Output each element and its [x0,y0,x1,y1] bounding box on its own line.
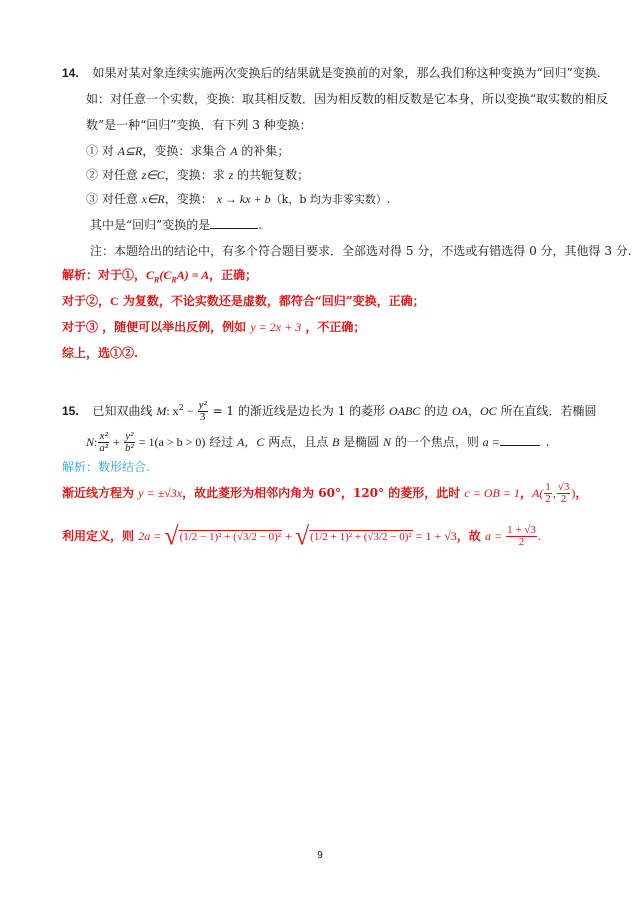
q15-solution-1 [62,458,150,476]
q15-l2-f: N [383,435,392,449]
q14-sol2-set: C [110,294,119,308]
q15-l1-frac-d: 3 [199,411,206,423]
q14-number: 14. [62,66,79,80]
q14-line2 [86,90,608,108]
q15-l2-b: A，C [237,435,265,449]
q15-sol3-radicand-1: (1/2 − 1)² + (√3/2 − 0)² [179,531,282,543]
radical-sign-2: √ [294,521,310,551]
q14-item3 [86,190,390,209]
q15-l1-d: = 1 的渐近线是边长为 1 的菱形 [208,404,389,418]
q15-sol2-frac2-d: 2 [560,493,567,505]
q15-sol2-b: ，故此菱形为相邻内角为 60°，120° 的菱形，此时 [182,486,465,500]
q14-solution-1 [62,266,257,289]
q14-note [90,242,632,260]
q15-sol2-frac1-d: 2 [545,493,551,505]
q15-sol2-a: 渐近线方程为 [62,486,139,500]
q15-l1-b: : x [166,404,179,418]
q15-l1-a: 已知双曲线 [92,404,157,418]
q14-sol1-suffix: ，正确； [209,268,258,282]
q15-sol3-end: . [537,529,541,543]
q15-l2-plus: + [110,435,123,449]
q15-sol3-math: 2a = [138,529,165,543]
q14-ask-end: . [258,218,263,232]
q15-l2-eq: = 1(a > b > 0) [135,435,206,449]
q15-sol2-frac2 [557,482,571,505]
q14-sol3-prefix: 对于③ ，随便可以举出反例，例如 [62,320,251,334]
q15-l2-frac2-d: b² [124,442,134,454]
q15-sol2-close: ) [571,486,576,500]
q15-l1-h: ， [467,404,480,418]
q14-text-2: 如：对任意一个实数，变换：取其相反数．因为相反数的相反数是它本身，所以变换“取实数的相反 [86,92,609,106]
q15-l1-frac [198,400,208,423]
q15-l2-frac2-n: y² [125,430,134,442]
q15-l2-d: B [332,435,340,449]
q15-sol2-comma: , [552,486,556,500]
q14-line1 [62,64,601,82]
q15-sol3-plus: + [282,529,295,543]
q15-sol2-math3: A( [531,486,544,500]
q14-item1-math: A⊆R [117,144,143,158]
radical-sign-1: √ [164,521,179,551]
q15-l1-i: OC [479,404,497,418]
q14-item2-prefix: ② 对任意 [86,168,142,182]
q14-sol1-math3: A) = A [176,268,210,282]
q14-item2-var: z [228,168,234,182]
q14-note-text: 注：本题给出的结论中，有多个符合题目要求．全部选对得 5 分，不选或有错选得 0 分，其他得 3 分. [90,244,632,258]
q14-text-1: 如果对某对象连续实施两次变换后的结果就是变换前的对象，那么我们称这种变换为“回归”变换. [92,66,601,80]
page-number: 9 [317,850,323,861]
q15-sol2-frac2-n: √3 [557,481,570,493]
q15-sol3-eq: = 1 + √3 [412,529,457,543]
q14-item1-prefix: ① 对 [86,144,118,158]
q15-l2-c: 两点，且点 [264,435,333,449]
q14-sol1-prefix: 解析：对于①， [62,268,147,282]
q14-item2-mid: ，变换：求 [164,168,229,182]
q14-ask [90,216,262,234]
q14-item1 [86,142,289,160]
q14-item1-mid: ，变换：求集合 [142,144,231,158]
q14-item2 [86,166,309,184]
q15-l1-e: OABC [388,404,421,418]
q14-item3-suffix: （k，b 均为非零实数）. [270,193,391,206]
q15-sol2-math: y = ±√3x [138,486,183,500]
q15-l2-end: . [545,435,550,449]
q14-text-3: 数”是一种“回归”变换．有下列 3 种变换： [86,118,312,132]
q15-l2-frac1-d: a² [99,442,109,454]
answer-blank-2 [500,433,540,446]
q14-line3 [86,116,312,134]
q15-sol1-text: 解析：数形结合. [62,460,150,474]
q14-item3-prefix: ③ 对任意 [86,192,142,206]
q14-sol3-suffix: ，不正确； [301,320,366,334]
q14-sol1-math: C [146,268,155,282]
q14-item2-math: z∈C [141,168,165,182]
q15-l2-frac1 [98,431,109,454]
q14-sol1-math2: (C [159,268,172,282]
q15-sol3-frac-n: 1 + √3 [507,524,536,536]
q14-sol2-text: 为复数，不论实数还是虚数，都符合“回归”变换，正确； [118,294,425,308]
q15-line1: 15. 已知双曲线 M: $x^2$ − $\frac{\text{y²}}{3}$ = 1 的渐近线是边长为 1 的菱形 OABC 的边 OA，OC 所在直线．若椭圆 [62,399,597,423]
q15-sol3-frac [506,525,537,548]
q14-sol3-math: y = 2x + 3 [250,320,302,334]
q14-sol4-text: 综上，选①②. [62,346,139,360]
q14-item1-var: A [230,144,238,158]
q15-l1-M: M [156,404,167,418]
q14-item3-math: x∈R [141,192,165,206]
q15-sol2-math2: c = OB = 1 [464,486,520,500]
q14-ask-text: 其中是“回归”变换的是 [90,218,211,232]
q14-solution-4 [62,344,138,362]
q15-l2-h: a = [482,435,500,449]
q14-sol1-sub: R [154,275,160,285]
q15-sol3-radicand-2: (1/2 + 1)² + (√3/2 − 0)² [310,531,412,543]
q15-l1-c: − [183,404,197,418]
q14-item3-map: x → kx + b [216,192,271,206]
q15-sol2-frac1 [544,482,552,505]
q15-l1-f: 的边 [420,404,452,418]
q15-l1-j: 所在直线．若椭圆 [496,404,597,418]
q15-number: 15. [62,404,79,418]
q14-sol2-prefix: 对于②， [62,294,111,308]
q15-sol3-frac-d: 2 [518,536,525,548]
q15-l2-frac1-n: x² [99,430,108,442]
q15-l2-N: N [86,435,95,449]
q15-l1-g: OA [451,404,468,418]
q15-l2-g: 的一个焦点，则 [391,435,483,449]
q14-solution-3 [62,318,365,336]
q15-solution-3 [62,520,541,553]
q15-sol2-c: ， [519,486,532,500]
q15-solution-2 [62,478,587,508]
q14-sol1-sub2: R [171,275,177,285]
answer-blank [210,216,258,229]
q15-l2-frac2 [124,431,135,454]
q14-item3-mid: ，变换： [164,192,217,206]
q15-l2-a: 经过 [205,435,238,449]
q15-l2-e: 是椭圆 [339,435,383,449]
q15-sol3-math2: a = [484,529,506,543]
q14-item2-suffix: 的共轭复数； [233,168,310,182]
q15-line2: N: $\frac{\text{x²}}{\text{a²}}$ + $\frac{\text{y²}}{\text{b²}}$ = 1(a > b > 0) 经过 A，C 两点，且点 B 是椭圆 N 的一个焦点，则 a = . [86,430,550,454]
q15-sol2-frac1-n: 1 [545,481,551,493]
q14-solution-2 [62,292,425,310]
q14-item1-suffix: 的补集； [237,144,290,158]
q15-sol3-a: 利用定义，则 [62,529,139,543]
q15-sol3-b: ，故 [456,529,485,543]
q15-sol2-d: ， [575,486,588,500]
q15-l1-frac-n: y² [198,399,207,411]
